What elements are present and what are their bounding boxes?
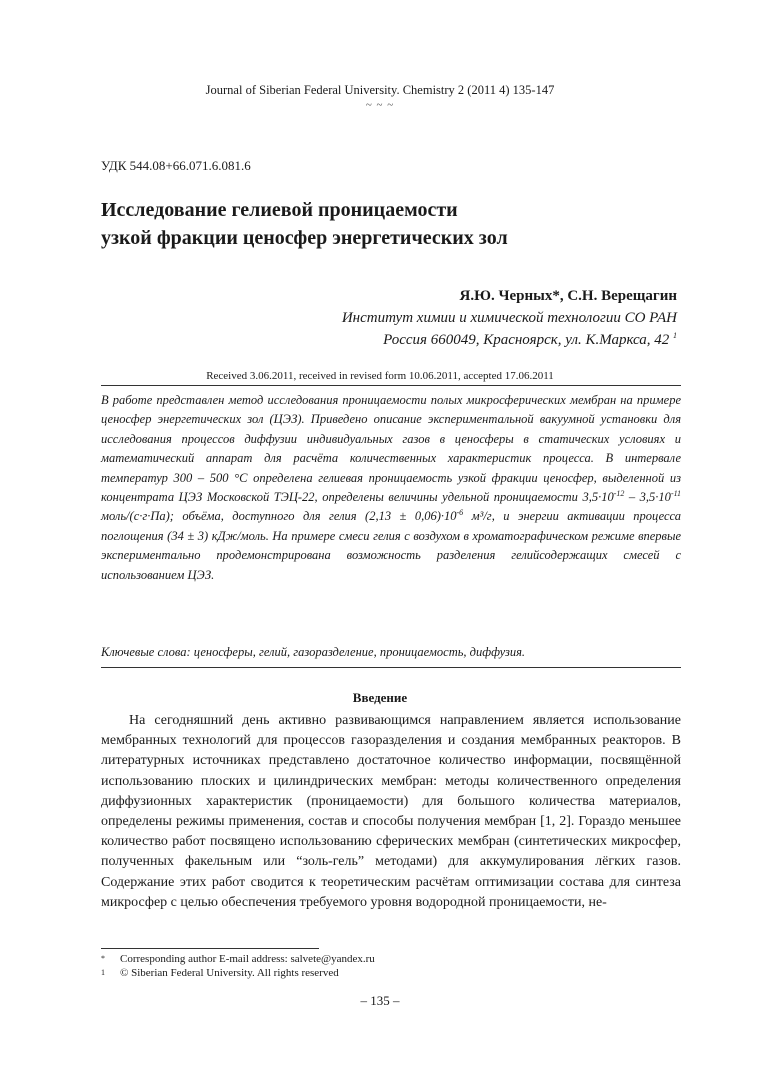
footnote-mark: * <box>101 954 105 963</box>
authors-block <box>342 285 677 351</box>
affiliation-footnote-mark: 1 <box>673 331 677 340</box>
abstract-exponent-1: -12 <box>613 488 625 498</box>
page-number: – 135 – <box>360 993 400 1008</box>
footnote-divider <box>101 948 319 949</box>
introduction-text: На сегодняшний день активно развивающимся направлением является использование мембранных технологий для процессов газоразделения и создания мембранных реакторов. В литературных источниках представлено достаточное количество информации, посвящённой использованию плоских и цилиндрических мембран: методы количественного определения диффузионных характеристик (проницаемости) для большого количества материалов, определены режимы применения, состав и способы получения мембран [1, 2]. Гораздо меньшее количество работ посвящено использованию сферических мембран (синтетических микросфер, полученных факельным или “золь-гель” методами) для аккумулирования лёгких газов. Содержание этих работ сводится к теоретическим расчётам оптимизации состава для синтеза микросфер с целью обеспечения требуемого уровня водородной проницаемости, не- <box>101 713 681 910</box>
abstract-part-1: В работе представлен метод исследования проницаемости полых микросферических мембран на примере ценосфер энергетических зол (ЦЭЗ). Приведено описание экспериментальной вакуумной установки для исследования процессов диффузии индивидуальных газов в ценосферы в статических условиях и математический аппарат для расчёта количественных характеристик процесса. В интервале температур 300 – 500 °С определена гелиевая проницаемость узкой фракции ценосфер, выделенной из концентрата ЦЭЗ Московской ТЭЦ-22, определены величины удельной проницаемости 3,5·10 <box>101 393 681 505</box>
keywords: Ключевые слова: ценосферы, гелий, газоразделение, проницаемость, диффузия. <box>101 643 681 668</box>
footnote-text: Corresponding author E-mail address: salvete@yandex.ru <box>120 953 375 965</box>
abstract-part-3: моль/(с·г·Па); объёма, доступного для гелия (2,13 ± 0,06)·10 <box>101 509 457 524</box>
abstract-exponent-3: -6 <box>456 508 464 518</box>
footnote-mark: 1 <box>101 968 105 977</box>
affiliation-line-1: Институт химии и химической технологии СО РАН <box>341 310 677 326</box>
footnote-corresponding <box>101 952 375 966</box>
abstract-part-2: – 3,5·10 <box>624 490 671 505</box>
paper-title <box>101 196 661 252</box>
affiliation-address: Россия 660049, Красноярск, ул. К.Маркса, 42 <box>383 332 670 348</box>
footnotes <box>101 952 375 980</box>
abstract-exponent-2: -11 <box>670 488 682 498</box>
footnote-copyright <box>101 966 375 980</box>
author-names: Я.Ю. Черных*, С.Н. Верещагин <box>459 288 677 304</box>
received-dates: Received 3.06.2011, received in revised form 10.06.2011, accepted 17.06.2011 <box>206 370 554 382</box>
title-line-2: узкой фракции ценосфер энергетических зол <box>101 227 508 249</box>
journal-header <box>0 83 760 113</box>
abstract <box>101 385 681 585</box>
introduction-heading: Введение <box>352 690 408 705</box>
udk-code: УДК 544.08+66.071.6.081.6 <box>101 158 251 173</box>
affiliation-line-2 <box>342 329 677 351</box>
journal-citation: Journal of Siberian Federal University. Chemistry 2 (2011 4) 135-147 <box>205 83 555 97</box>
title-line-1: Исследование гелиевой проницаемости <box>101 199 458 221</box>
abstract-part-4: м³/г, и энергии активации процесса поглощения (34 ± 3) кДж/моль. На примере смеси гелия с воздухом в хроматографическом режиме впервые экспериментально продемонстрирована возможность разделения гелийсодержащих смесей с использованием ЦЭЗ. <box>101 509 681 582</box>
footnote-text: © Siberian Federal University. All rights reserved <box>120 967 339 979</box>
header-ornament: ~ ~ ~ <box>365 99 395 111</box>
